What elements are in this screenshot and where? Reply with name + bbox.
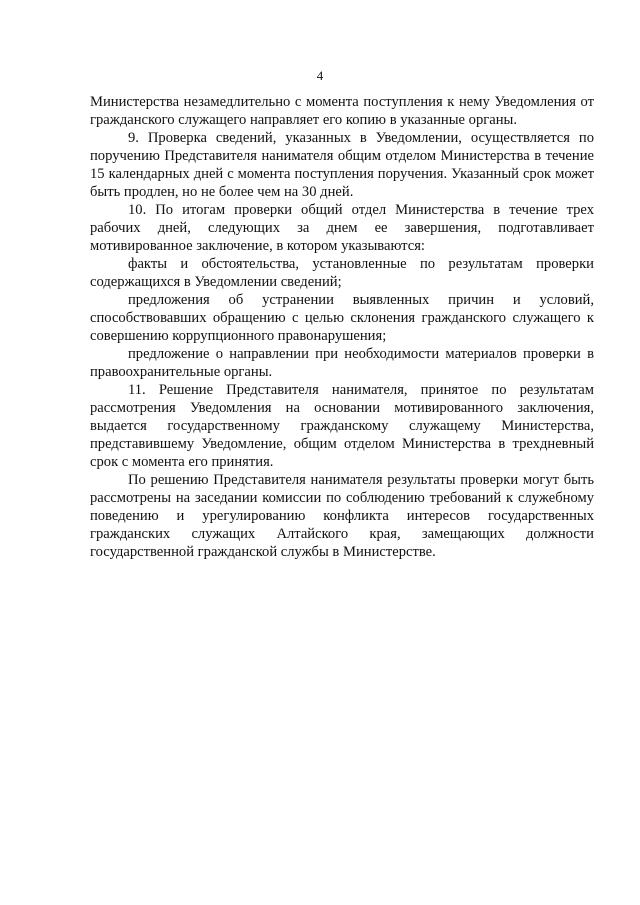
paragraph-continuation: Министерства незамедлительно с момента поступления к нему Уведомления от гражданского служащего направляет его копию в указанные органы. <box>90 94 594 128</box>
paragraph-item-10: 10. По итогам проверки общий отдел Министерства в течение трех рабочих дней, следующих за днем ее завершения, подготавливает мотивированное заключение, в котором указываются: <box>90 202 594 254</box>
paragraph-item-11: 11. Решение Представителя нанимателя, принятое по результатам рассмотрения Уведомления на основании мотивированного заключения, выдается государственному гражданскому служащему Министерства, представившему Уведомление, общим отделом Министерства в трехдневный срок с момента его принятия. <box>90 382 594 470</box>
paragraph-item-9: 9. Проверка сведений, указанных в Уведомлении, осуществляется по поручению Представителя нанимателя общим отделом Министерства в течение 15 календарных дней с момента поступления поручения. Указанный срок может быть продлен, но не более чем на 30 дней. <box>90 130 594 200</box>
paragraph-facts: факты и обстоятельства, установленные по результатам проверки содержащихся в Уведомлении сведений; <box>90 256 594 290</box>
paragraph-proposals: предложения об устранении выявленных причин и условий, способствовавших обращению с целью склонения гражданского служащего к совершению коррупционного правонарушения; <box>90 292 594 344</box>
document-body <box>90 93 594 561</box>
paragraph-commission: По решению Представителя нанимателя результаты проверки могут быть рассмотрены на заседании комиссии по соблюдению требований к служебному поведению и урегулированию конфликта интересов государственных гражданских служащих Алтайского края, замещающих должности государственной гражданской службы в Министерстве. <box>90 472 594 560</box>
page-number: 4 <box>316 68 324 83</box>
paragraph-referral: предложение о направлении при необходимости материалов проверки в правоохранительные органы. <box>90 346 594 380</box>
